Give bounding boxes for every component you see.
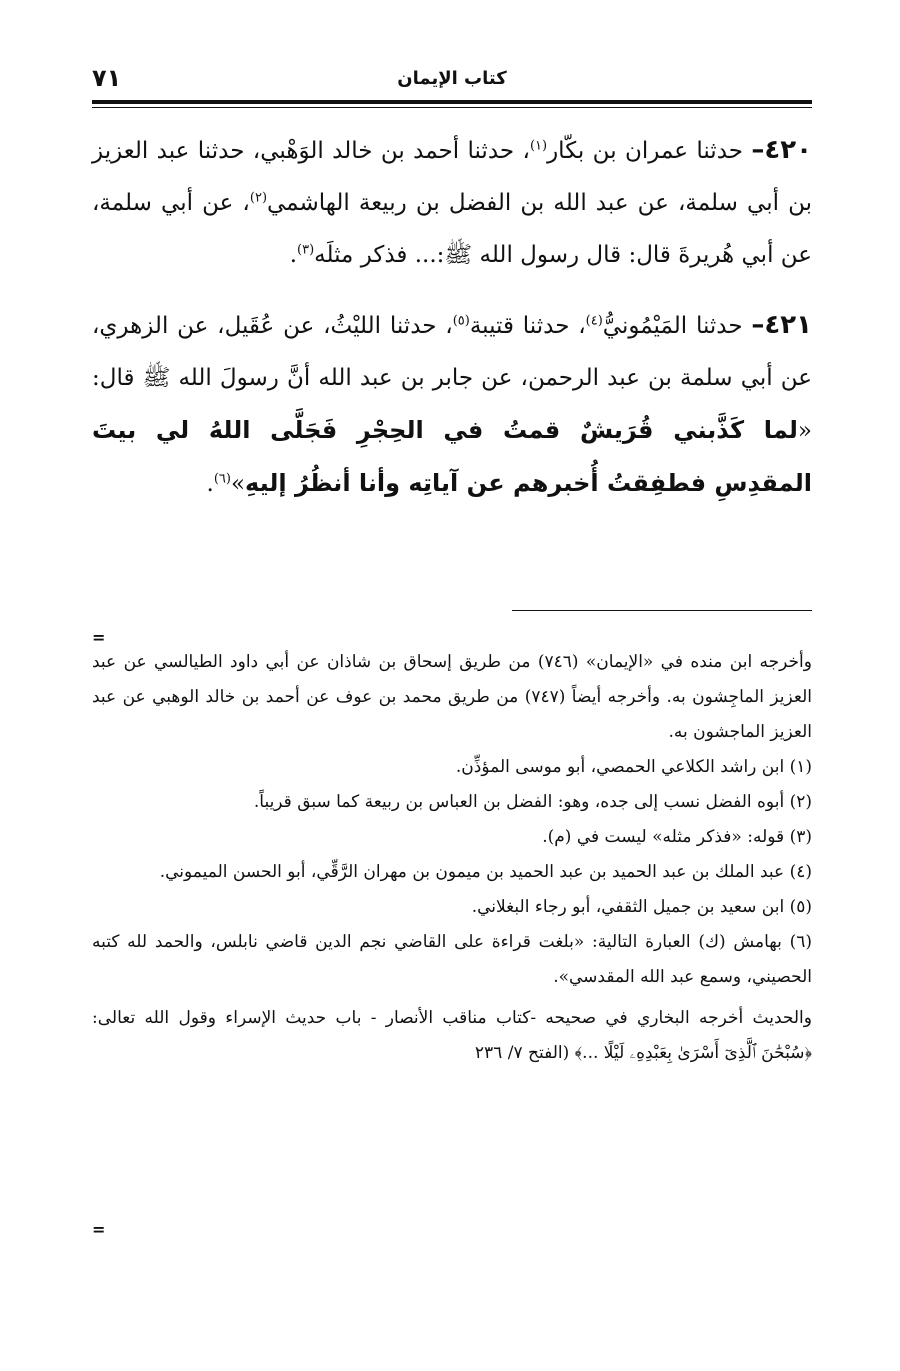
hadith-text: حدثنا المَيْمُونيُّ — [602, 313, 752, 339]
footnote-ref: (٥) — [452, 313, 470, 329]
page-header — [92, 60, 812, 100]
footnote-text: ابن سعيد بن جميل الثقفي، أبو رجاء البغلاني. — [471, 897, 785, 917]
footnote-continuation: وأخرجه ابن منده في «الإيمان» (٧٤٦) من طريق إسحاق بن شاذان عن أبي داود الطيالسي عن عبد العزيز الماجِشون به. وأخرجه أيضاً (٧٤٧) من طريق محمد بن عوف عن أحمد بن خالد الوهبي عن عبد العزيز الماجشون به. — [92, 652, 812, 742]
page-number: ٧١ — [92, 64, 122, 92]
footnote-label: (٤) — [789, 862, 812, 882]
hadith-420 — [92, 124, 812, 281]
footnote-label: (٥) — [789, 897, 812, 917]
hadith-text: ، حدثنا قتيبة — [469, 313, 586, 339]
header-rule-thick — [92, 100, 812, 104]
book-page — [92, 60, 812, 1320]
hadith-dash: – — [751, 135, 765, 165]
hadith-text: حدثنا عمران بن بكّار — [547, 138, 752, 164]
header-rule-thin — [92, 107, 812, 108]
footnote-4 — [92, 855, 812, 890]
prophetic-quote: لما كَذَّبني قُرَيشٌ قمتُ في الحِجْرِ فَجَلَّى اللهُ لي بيتَ المقدِسِ فطفِقتُ أُخبرهم عن آياتِه وأنا أنظُرُ إليهِ — [92, 416, 812, 497]
footnote-label: (١) — [789, 757, 812, 777]
footnote-ref: (١) — [529, 138, 548, 154]
footnote-label: (٢) — [789, 792, 812, 812]
footnote-label: (٦) — [789, 932, 812, 952]
footnote-5 — [92, 890, 812, 925]
hadith-421 — [92, 299, 812, 510]
hadith-dash: – — [751, 310, 765, 340]
footnote-ref: (٣) — [297, 242, 315, 258]
continuation-mark-bottom: = — [92, 1220, 106, 1239]
hadith-text: ، حدثنا أحمد بن خالد الوَهْبي، حدثنا عبد العزيز بن أبي سلمة، عن عبد الله بن الفضل بن ربيعة الهاشمي — [92, 138, 812, 216]
footnote-text: بهامش (ك) العبارة التالية: «بلغت قراءة على القاضي نجم الدين قاضي نابلس، والحمد لله كتبه الحصيني، وسمع عبد الله المقدسي». — [92, 932, 812, 987]
hadith-number: ٤٢٠ — [764, 135, 812, 165]
main-text — [92, 124, 812, 528]
footnote-ref: (٢) — [249, 190, 268, 206]
footnote-label: (٣) — [789, 827, 812, 847]
footnote-6 — [92, 925, 812, 995]
continuation-mark-top: = — [92, 628, 106, 647]
footnote-trailing: والحديث أخرجه البخاري في صحيحه -كتاب مناقب الأنصار - باب حديث الإسراء وقول الله تعالى: ﴿سُبْحَٰنَ ٱلَّذِىٓ أَسْرَىٰ بِعَبْدِهِۦ لَيْلًا ...﴾ (الفتح ٧/ ٢٣٦ — [92, 1008, 812, 1063]
footnote-ref: (٤) — [585, 313, 603, 329]
running-title: كتاب الإيمان — [397, 68, 507, 89]
footnote-text: أبوه الفضل نسب إلى جده، وهو: الفضل بن العباس بن ربيعة كما سبق قريباً. — [253, 792, 785, 812]
hadith-text: . — [206, 471, 214, 497]
footnote-1 — [92, 750, 812, 785]
footnote-divider — [512, 610, 812, 611]
footnote-text: ابن راشد الكلاعي الحمصي، أبو موسى المؤذِّن. — [455, 757, 785, 777]
footnote-ref: (٦) — [213, 471, 231, 487]
footnote-2 — [92, 785, 812, 820]
footnotes — [92, 645, 812, 1088]
hadith-text: » — [230, 471, 246, 497]
hadith-text: . — [289, 242, 298, 268]
footnote-text: قوله: «فذكر مثله» ليست في (م). — [542, 827, 785, 847]
footnote-3 — [92, 820, 812, 855]
hadith-text: ، حدثنا الليْثُ، عن عُقَيل، عن الزهري، عن أبي سلمة بن عبد الرحمن، عن جابر بن عبد الله أنَّ رسولَ الله ﷺ قال: « — [92, 313, 812, 444]
footnote-text: عبد الملك بن عبد الحميد بن عبد الحميد بن ميمون بن مهران الرَّقِّي، أبو الحسن الميموني. — [159, 862, 785, 882]
hadith-number: ٤٢١ — [764, 310, 812, 340]
hadith-text: ، عن أبي سلمة، عن أبي هُريرةَ قال: قال رسول الله ﷺ:... فذكر مثلَه — [92, 190, 812, 268]
